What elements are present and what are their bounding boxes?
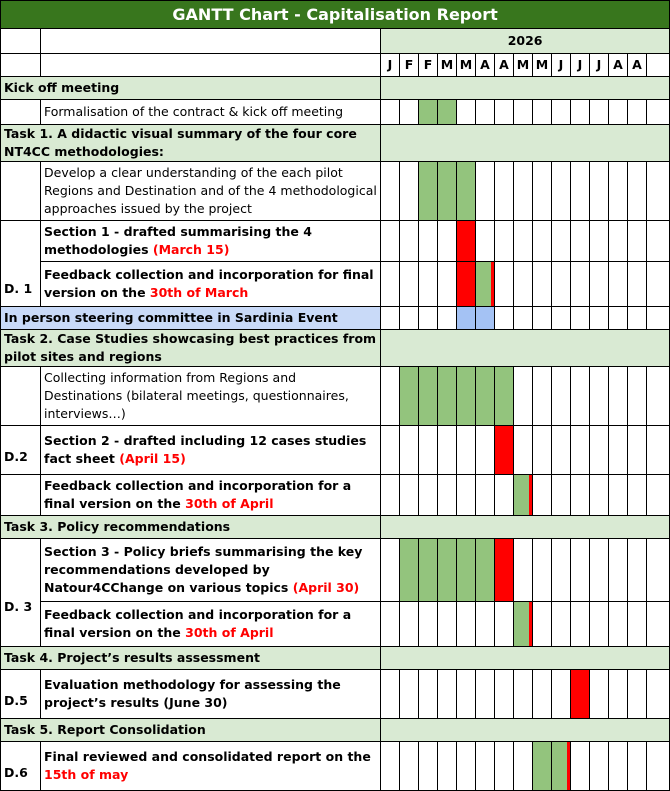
cell bbox=[647, 100, 670, 125]
cell bbox=[647, 221, 670, 262]
cell bbox=[438, 426, 457, 475]
cell bbox=[495, 475, 514, 516]
cell bbox=[552, 426, 571, 475]
section-steering: In person steering committee in Sardinia Event bbox=[1, 307, 381, 330]
cell bbox=[628, 475, 647, 516]
task-feedback2 bbox=[41, 475, 381, 516]
cell bbox=[495, 742, 514, 791]
month-header: M bbox=[514, 54, 533, 77]
cell bbox=[571, 426, 590, 475]
cell bbox=[590, 475, 609, 516]
cell bbox=[590, 602, 609, 647]
cell bbox=[571, 162, 590, 221]
cell bbox=[514, 367, 533, 426]
cell bbox=[457, 475, 476, 516]
cell bbox=[514, 221, 533, 262]
cell bbox=[552, 100, 571, 125]
cell bbox=[533, 426, 552, 475]
bar-green-deadline bbox=[476, 262, 495, 307]
section-fill bbox=[381, 330, 670, 367]
cell bbox=[533, 221, 552, 262]
header-blank bbox=[1, 54, 41, 77]
section-fill bbox=[381, 77, 670, 100]
cell bbox=[381, 426, 400, 475]
cell bbox=[419, 742, 438, 791]
cell bbox=[647, 262, 670, 307]
cell bbox=[381, 100, 400, 125]
bar-red bbox=[495, 426, 514, 475]
task-section2-label: Section 2 - drafted including 12 cases studies fact sheet bbox=[44, 433, 367, 466]
bar-green bbox=[476, 367, 495, 426]
cell bbox=[590, 426, 609, 475]
cell bbox=[590, 670, 609, 719]
bar-green bbox=[457, 539, 476, 602]
cell bbox=[495, 602, 514, 647]
cell bbox=[457, 670, 476, 719]
cell bbox=[495, 162, 514, 221]
task-section1-date: (March 15) bbox=[152, 242, 230, 257]
cell bbox=[628, 602, 647, 647]
task-feedback3-date: 30th of April bbox=[185, 625, 274, 640]
month-header: M bbox=[438, 54, 457, 77]
deliverable-cell bbox=[1, 162, 41, 221]
cell bbox=[533, 100, 552, 125]
cell bbox=[628, 221, 647, 262]
cell bbox=[571, 262, 590, 307]
cell bbox=[647, 670, 670, 719]
month-header: A bbox=[495, 54, 514, 77]
cell bbox=[400, 670, 419, 719]
month-header: A bbox=[476, 54, 495, 77]
cell bbox=[438, 307, 457, 330]
cell bbox=[590, 221, 609, 262]
task-feedback1-label: Feedback collection and incorporation for final version on the bbox=[44, 267, 374, 300]
cell bbox=[552, 307, 571, 330]
cell bbox=[609, 162, 628, 221]
cell bbox=[400, 307, 419, 330]
cell bbox=[628, 307, 647, 330]
cell bbox=[476, 162, 495, 221]
cell bbox=[514, 670, 533, 719]
cell bbox=[476, 475, 495, 516]
cell bbox=[400, 262, 419, 307]
cell bbox=[514, 742, 533, 791]
cell bbox=[400, 475, 419, 516]
bar-red bbox=[571, 670, 590, 719]
deliverable-d6: D.6 bbox=[1, 742, 41, 791]
deliverable-cell bbox=[1, 367, 41, 426]
cell bbox=[609, 742, 628, 791]
cell bbox=[381, 602, 400, 647]
header-blank bbox=[41, 54, 381, 77]
cell bbox=[419, 221, 438, 262]
cell bbox=[628, 742, 647, 791]
cell bbox=[514, 426, 533, 475]
chart-title: GANTT Chart - Capitalisation Report bbox=[1, 1, 670, 29]
cell bbox=[571, 475, 590, 516]
task-understanding: Develop a clear understanding of the each pilot Regions and Destination and of the 4 methodological approaches issued by the project bbox=[41, 162, 381, 221]
bar-green bbox=[457, 367, 476, 426]
cell bbox=[419, 670, 438, 719]
task-section1-label: Section 1 - drafted summarising the 4 methodologies bbox=[44, 224, 312, 257]
month-header: J bbox=[552, 54, 571, 77]
cell bbox=[476, 426, 495, 475]
section-fill bbox=[381, 719, 670, 742]
cell bbox=[476, 602, 495, 647]
cell bbox=[400, 426, 419, 475]
cell bbox=[552, 475, 571, 516]
cell bbox=[457, 742, 476, 791]
cell bbox=[419, 602, 438, 647]
task-feedback2-label: Feedback collection and incorporation for a final version on the bbox=[44, 478, 352, 511]
cell bbox=[438, 475, 457, 516]
task-section3-label: Section 3 - Policy briefs summarising the key recommendations developed by Natour4CChange on various topics bbox=[44, 544, 363, 595]
cell bbox=[400, 742, 419, 791]
cell bbox=[476, 742, 495, 791]
cell bbox=[381, 539, 400, 602]
task-section1 bbox=[41, 221, 381, 262]
cell bbox=[647, 539, 670, 602]
bar-green bbox=[495, 367, 514, 426]
section-task5: Task 5. Report Consolidation bbox=[1, 719, 381, 742]
cell bbox=[590, 742, 609, 791]
cell bbox=[609, 307, 628, 330]
bar-green bbox=[438, 539, 457, 602]
cell bbox=[438, 602, 457, 647]
month-header: A bbox=[628, 54, 647, 77]
bar-green bbox=[400, 367, 419, 426]
cell bbox=[609, 100, 628, 125]
bar-red bbox=[457, 262, 476, 307]
cell bbox=[495, 670, 514, 719]
cell bbox=[609, 262, 628, 307]
cell bbox=[609, 602, 628, 647]
cell bbox=[533, 367, 552, 426]
cell bbox=[457, 602, 476, 647]
bar-green-deadline bbox=[552, 742, 571, 791]
month-header: M bbox=[457, 54, 476, 77]
cell bbox=[533, 307, 552, 330]
cell bbox=[590, 539, 609, 602]
task-feedback2-date: 30th of April bbox=[185, 496, 274, 511]
cell bbox=[647, 475, 670, 516]
task-final bbox=[41, 742, 381, 791]
cell bbox=[628, 539, 647, 602]
cell bbox=[647, 307, 670, 330]
cell bbox=[590, 100, 609, 125]
cell bbox=[647, 742, 670, 791]
cell bbox=[400, 221, 419, 262]
cell bbox=[552, 602, 571, 647]
cell bbox=[495, 221, 514, 262]
bar-green-deadline bbox=[514, 475, 533, 516]
section-task2: Task 2. Case Studies showcasing best practices from pilot sites and regions bbox=[1, 330, 381, 367]
task-feedback1 bbox=[41, 262, 381, 307]
cell bbox=[438, 221, 457, 262]
cell bbox=[381, 475, 400, 516]
cell bbox=[533, 262, 552, 307]
cell bbox=[381, 221, 400, 262]
deliverable-d1: D. 1 bbox=[1, 221, 41, 307]
bar-red bbox=[495, 539, 514, 602]
cell bbox=[457, 100, 476, 125]
cell bbox=[514, 162, 533, 221]
cell bbox=[457, 426, 476, 475]
cell bbox=[647, 426, 670, 475]
cell bbox=[552, 367, 571, 426]
cell bbox=[571, 602, 590, 647]
month-header: M bbox=[533, 54, 552, 77]
cell bbox=[628, 367, 647, 426]
cell bbox=[381, 262, 400, 307]
task-feedback3 bbox=[41, 602, 381, 647]
section-fill bbox=[381, 125, 670, 162]
cell bbox=[552, 162, 571, 221]
bar-green bbox=[476, 539, 495, 602]
section-task3: Task 3. Policy recommendations bbox=[1, 516, 381, 539]
cell bbox=[552, 221, 571, 262]
month-header-blank bbox=[647, 54, 670, 77]
cell bbox=[552, 539, 571, 602]
cell bbox=[571, 742, 590, 791]
bar-green bbox=[457, 162, 476, 221]
task-kickoff: Formalisation of the contract & kick off meeting bbox=[41, 100, 381, 125]
cell bbox=[647, 602, 670, 647]
cell bbox=[438, 262, 457, 307]
bar-green-deadline bbox=[514, 602, 533, 647]
cell bbox=[533, 475, 552, 516]
cell bbox=[552, 670, 571, 719]
cell bbox=[495, 100, 514, 125]
month-header: J bbox=[590, 54, 609, 77]
section-fill bbox=[381, 516, 670, 539]
bar-green bbox=[419, 539, 438, 602]
cell bbox=[552, 262, 571, 307]
task-evaluation: Evaluation methodology for assessing the project’s results (June 30) bbox=[41, 670, 381, 719]
cell bbox=[381, 162, 400, 221]
cell bbox=[419, 262, 438, 307]
section-task1: Task 1. A didactic visual summary of the four core NT4CC methodologies: bbox=[1, 125, 381, 162]
task-collecting: Collecting information from Regions and Destinations (bilateral meetings, questionnaires, interviews…) bbox=[41, 367, 381, 426]
bar-green bbox=[419, 367, 438, 426]
cell bbox=[400, 100, 419, 125]
month-header: F bbox=[400, 54, 419, 77]
cell bbox=[628, 262, 647, 307]
cell bbox=[533, 670, 552, 719]
bar-green bbox=[419, 162, 438, 221]
cell bbox=[495, 307, 514, 330]
task-section2 bbox=[41, 426, 381, 475]
cell bbox=[628, 100, 647, 125]
cell bbox=[533, 539, 552, 602]
bar-blue bbox=[476, 307, 495, 330]
cell bbox=[571, 100, 590, 125]
task-feedback1-date: 30th of March bbox=[149, 285, 249, 300]
cell bbox=[609, 539, 628, 602]
cell bbox=[495, 262, 514, 307]
bar-green bbox=[400, 539, 419, 602]
cell bbox=[514, 262, 533, 307]
task-final-label: Final reviewed and consolidated report on the bbox=[44, 749, 371, 764]
bar-red bbox=[457, 221, 476, 262]
cell bbox=[609, 367, 628, 426]
section-task4: Task 4. Project’s results assessment bbox=[1, 647, 381, 670]
cell bbox=[400, 162, 419, 221]
cell bbox=[476, 100, 495, 125]
cell bbox=[438, 670, 457, 719]
cell bbox=[533, 602, 552, 647]
task-final-date: 15th of may bbox=[44, 767, 129, 782]
cell bbox=[476, 221, 495, 262]
section-kickoff: Kick off meeting bbox=[1, 77, 381, 100]
cell bbox=[419, 307, 438, 330]
deliverable-d3: D. 3 bbox=[1, 539, 41, 647]
year-header: 2026 bbox=[381, 29, 670, 54]
month-header: F bbox=[419, 54, 438, 77]
cell bbox=[476, 670, 495, 719]
header-blank bbox=[41, 29, 381, 54]
cell bbox=[419, 426, 438, 475]
bar-green bbox=[533, 742, 552, 791]
cell bbox=[514, 307, 533, 330]
deliverable-cell bbox=[1, 475, 41, 516]
month-header: J bbox=[381, 54, 400, 77]
cell bbox=[647, 162, 670, 221]
section-fill bbox=[381, 647, 670, 670]
cell bbox=[419, 475, 438, 516]
bar-green bbox=[419, 100, 438, 125]
header-blank bbox=[1, 29, 41, 54]
cell bbox=[609, 475, 628, 516]
cell bbox=[533, 162, 552, 221]
cell bbox=[590, 162, 609, 221]
month-header: A bbox=[609, 54, 628, 77]
cell bbox=[609, 221, 628, 262]
cell bbox=[381, 307, 400, 330]
task-feedback3-label: Feedback collection and incorporation for a final version on the bbox=[44, 607, 352, 640]
cell bbox=[628, 162, 647, 221]
cell bbox=[590, 367, 609, 426]
cell bbox=[571, 367, 590, 426]
cell bbox=[381, 367, 400, 426]
task-section3-date: (April 30) bbox=[292, 580, 360, 595]
cell bbox=[438, 742, 457, 791]
cell bbox=[381, 670, 400, 719]
deliverable-d5: D.5 bbox=[1, 670, 41, 719]
task-section3 bbox=[41, 539, 381, 602]
cell bbox=[400, 602, 419, 647]
cell bbox=[590, 307, 609, 330]
cell bbox=[571, 221, 590, 262]
bar-green bbox=[438, 162, 457, 221]
cell bbox=[647, 367, 670, 426]
deliverable-d2: D.2 bbox=[1, 426, 41, 475]
cell bbox=[571, 307, 590, 330]
bar-green bbox=[438, 367, 457, 426]
cell bbox=[381, 742, 400, 791]
deliverable-cell bbox=[1, 100, 41, 125]
bar-blue bbox=[457, 307, 476, 330]
cell bbox=[628, 426, 647, 475]
cell bbox=[590, 262, 609, 307]
cell bbox=[514, 539, 533, 602]
task-section2-date: (April 15) bbox=[119, 451, 186, 466]
month-header: J bbox=[571, 54, 590, 77]
cell bbox=[514, 100, 533, 125]
cell bbox=[609, 670, 628, 719]
bar-green bbox=[438, 100, 457, 125]
cell bbox=[628, 670, 647, 719]
cell bbox=[609, 426, 628, 475]
cell bbox=[571, 539, 590, 602]
